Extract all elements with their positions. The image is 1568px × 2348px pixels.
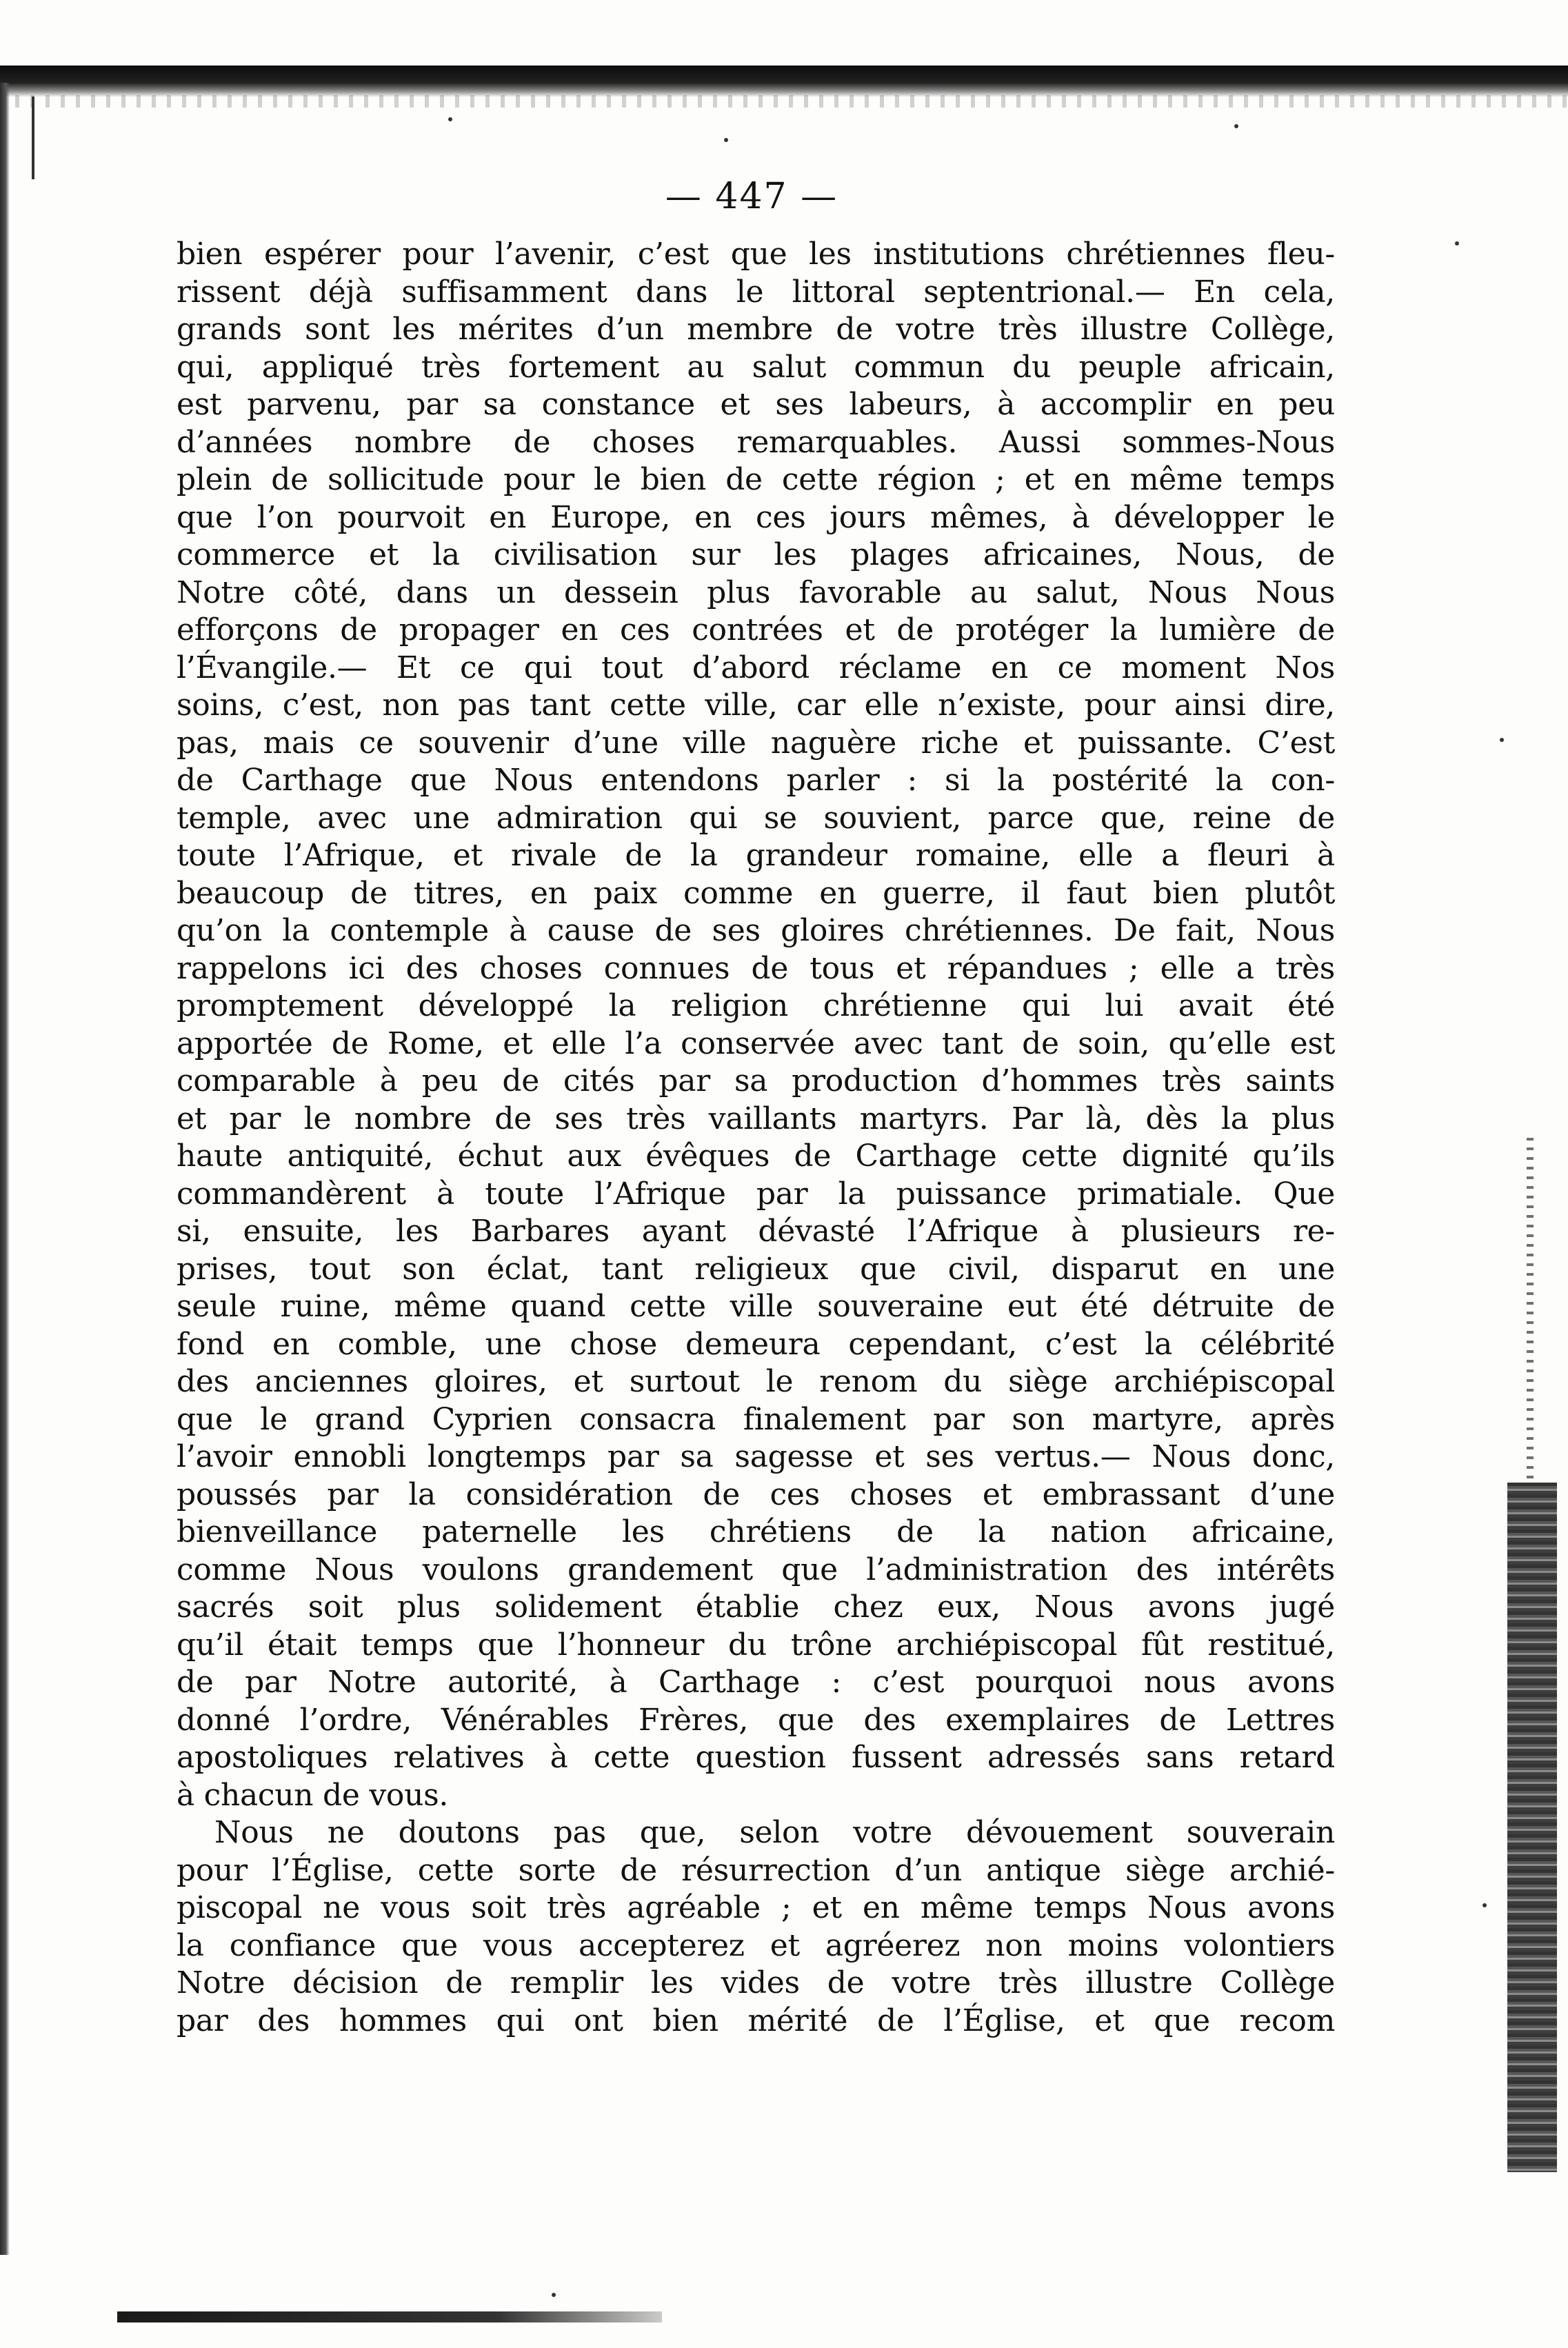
- text-line: prises, tout son éclat, tant religieux que civil, disparut en une: [177, 1251, 1335, 1287]
- text-line: de par Notre autorité, à Carthage : c’est pourquoi nous avons: [177, 1665, 1335, 1700]
- text-line: d’années nombre de choses remarquables. Aussi sommes-Nous: [177, 424, 1335, 460]
- scan-top-noise: [0, 95, 1568, 108]
- body-text: [177, 236, 1335, 2040]
- text-line: de Carthage que Nous entendons parler : si la postérité la con-: [177, 763, 1335, 798]
- text-line: haute antiquité, échut aux évêques de Carthage cette dignité qu’ils: [177, 1138, 1335, 1174]
- text-line: temple, avec une admiration qui se souvient, parce que, reine de: [177, 800, 1335, 836]
- text-line: grands sont les mérites d’un membre de votre très illustre Collège,: [177, 312, 1335, 347]
- text-line: toute l’Afrique, et rivale de la grandeur romaine, elle a fleuri à: [177, 838, 1335, 873]
- text-line: à chacun de vous.: [177, 1777, 449, 1813]
- text-line: et par le nombre de ses très vaillants martyrs. Par là, dès la plus: [177, 1101, 1335, 1136]
- text-line: bien espérer pour l’avenir, c’est que les institutions chrétiennes fleu-: [177, 237, 1335, 272]
- text-line: l’Évangile.— Et ce qui tout d’abord réclame en ce moment Nos: [177, 650, 1335, 685]
- text-line: qu’il était temps que l’honneur du trône archiépiscopal fût restitué,: [177, 1627, 1335, 1663]
- scan-speck: [448, 117, 452, 121]
- text-line: sacrés soit plus solidement établie chez eux, Nous avons jugé: [177, 1589, 1335, 1625]
- scan-right-edge: [1507, 1483, 1557, 2172]
- text-line: apostoliques relatives à cette question fussent adressés sans retard: [177, 1740, 1335, 1775]
- text-line: que le grand Cyprien consacra finalement par son martyre, après: [177, 1401, 1335, 1437]
- text-line: Notre décision de remplir les vides de votre très illustre Collège: [177, 1965, 1335, 2000]
- text-line: apportée de Rome, et elle l’a conservée avec tant de soin, qu’elle est: [177, 1025, 1335, 1061]
- text-line: poussés par la considération de ces choses et embrassant d’une: [177, 1476, 1335, 1512]
- text-line: est parvenu, par sa constance et ses labeurs, à accomplir en peu: [177, 387, 1335, 422]
- text-line: si, ensuite, les Barbares ayant dévasté l’Afrique à plusieurs re-: [177, 1214, 1335, 1249]
- text-line: soins, c’est, non pas tant cette ville, car elle n’existe, pour ainsi dire,: [177, 688, 1335, 723]
- text-line: pas, mais ce souvenir d’une ville naguère riche et puissante. C’est: [177, 725, 1335, 761]
- scan-left-edge: [0, 83, 10, 2255]
- text-line: commandèrent à toute l’Afrique par la puissance primatiale. Que: [177, 1176, 1335, 1212]
- scan-speck: [1234, 124, 1238, 128]
- text-line: des anciennes gloires, et surtout le renom du siège archiépiscopal: [177, 1364, 1335, 1399]
- text-line: que l’on pourvoit en Europe, en ces jours mêmes, à développer le: [177, 499, 1335, 535]
- text-line: commerce et la civilisation sur les plages africaines, Nous, de: [177, 537, 1335, 572]
- text-line: beaucoup de titres, en paix comme en guerre, il faut bien plutôt: [177, 875, 1335, 911]
- scan-right-noise: [1527, 1138, 1534, 1483]
- text-line: seule ruine, même quand cette ville souveraine eut été détruite de: [177, 1289, 1335, 1324]
- scan-speck: [1500, 738, 1504, 742]
- text-line: Nous ne doutons pas que, selon votre dévouement souverain: [214, 1815, 1335, 1850]
- text-line: rappelons ici des choses connues de tous et répandues ; elle a très: [177, 950, 1335, 986]
- text-line: pour l’Église, cette sorte de résurrection d’un antique siège archié-: [177, 1852, 1335, 1888]
- text-line: donné l’ordre, Vénérables Frères, que des exemplaires de Lettres: [177, 1702, 1335, 1738]
- text-line: promptement développé la religion chrétienne qui lui avait été: [177, 988, 1335, 1023]
- text-line: qui, appliqué très fortement au salut commun du peuple africain,: [177, 349, 1335, 385]
- text-line: plein de sollicitude pour le bien de cette région ; et en même temps: [177, 462, 1335, 497]
- text-line: efforçons de propager en ces contrées et de protéger la lumière de: [177, 612, 1335, 648]
- scan-speck: [1455, 241, 1459, 245]
- text-line: qu’on la contemple à cause de ses gloires chrétiennes. De fait, Nous: [177, 913, 1335, 948]
- scan-speck: [1482, 1903, 1487, 1907]
- page-number: — 447 —: [665, 176, 838, 217]
- text-line: rissent déjà suffisamment dans le littoral septentrional.— En cela,: [177, 274, 1335, 310]
- scan-top-edge: [0, 66, 1568, 97]
- scan-left-mark: [32, 97, 34, 179]
- text-line: Notre côté, dans un dessein plus favorable au salut, Nous Nous: [177, 574, 1335, 610]
- text-line: comparable à peu de cités par sa production d’hommes très saints: [177, 1063, 1335, 1098]
- text-line: bienveillance paternelle les chrétiens de la nation africaine,: [177, 1514, 1335, 1549]
- text-line: l’avoir ennobli longtemps par sa sagesse et ses vertus.— Nous donc,: [177, 1439, 1335, 1474]
- text-line: piscopal ne vous soit très agréable ; et en même temps Nous avons: [177, 1890, 1335, 1925]
- text-line: la confiance que vous accepterez et agréerez non moins volontiers: [177, 1927, 1335, 1963]
- scan-bottom-edge: [117, 2311, 662, 2322]
- text-line: fond en comble, une chose demeura cependant, c’est la célébrité: [177, 1326, 1335, 1362]
- scan-speck: [552, 2293, 556, 2297]
- text-line: par des hommes qui ont bien mérité de l’Église, et que recom: [177, 2003, 1335, 2038]
- scan-speck: [724, 138, 728, 142]
- text-line: comme Nous voulons grandement que l’administration des intérêts: [177, 1552, 1335, 1587]
